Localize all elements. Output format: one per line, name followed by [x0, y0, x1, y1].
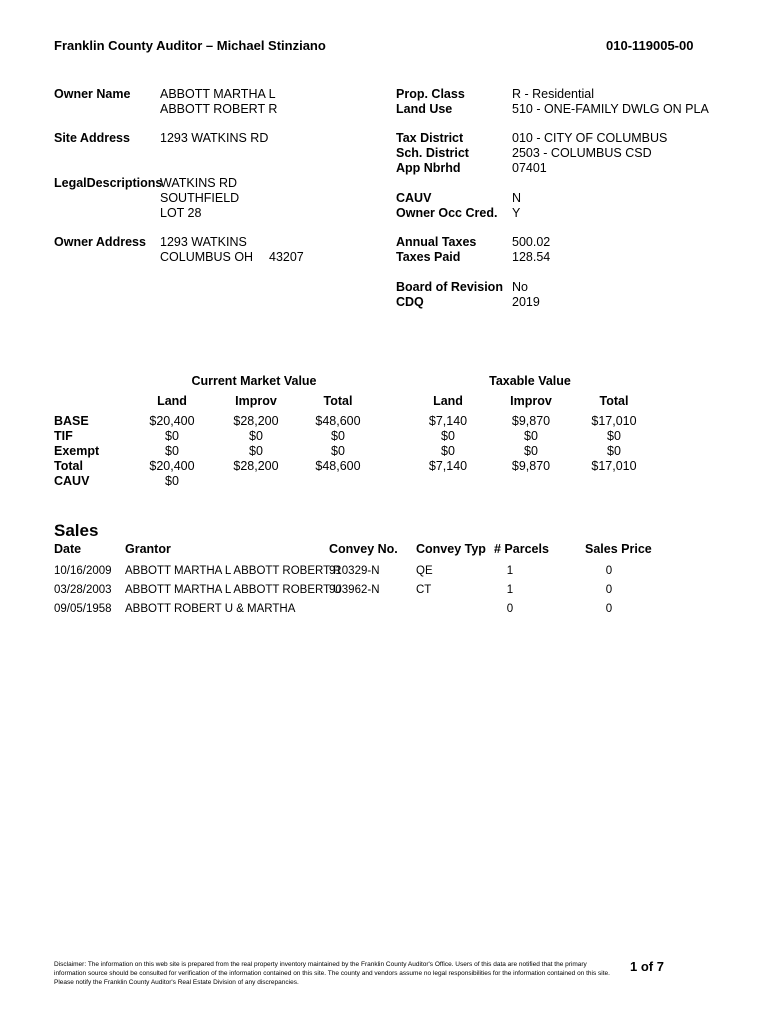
sales-title: Sales [54, 521, 99, 540]
taxable-land-column [416, 414, 480, 474]
cauv-label: CAUV [396, 191, 432, 205]
current-land-column [140, 414, 204, 489]
legal-line: LOT 28 [160, 206, 202, 220]
legal-label: LegalDescriptions [54, 176, 163, 190]
value-cell: $17,010 [591, 414, 637, 428]
sales-header-convey-no: Convey No. [329, 542, 398, 556]
value-cell: $0 [249, 429, 263, 443]
col-improv-header: Improv [235, 394, 277, 408]
value-row-labels [54, 414, 99, 489]
value-cell: $0 [165, 444, 179, 458]
cauv-value: N [512, 191, 522, 205]
sale-convey-typ: CT [416, 584, 432, 596]
current-market-value-title: Current Market Value [191, 374, 317, 388]
site-address-label: Site Address [54, 131, 130, 145]
land-use-label: Land Use [396, 102, 453, 116]
value-cell: $0 [331, 444, 345, 458]
sale-convey-no: 910329-N [329, 565, 380, 577]
col-total-header: Total [599, 394, 629, 408]
value-cell: $9,870 [511, 414, 551, 428]
owner-address-line: COLUMBUS OH [160, 250, 254, 264]
col-land-header: Land [157, 394, 187, 408]
value-cell: $0 [165, 429, 179, 443]
sale-grantor: ABBOTT MARTHA L ABBOTT ROBERT R [125, 565, 342, 577]
bor-labels [396, 280, 503, 310]
disclaimer: Disclaimer: The information on this web site is prepared from the real property inventory maintained by the Franklin County Auditor's Office. Users of this data are notified that the primary information source should be consulted for verification of the information contained on this site. The county and vendors assume no legal responsibilities for the information contained on this site. Please notify the Franklin County Auditor's Real Estate Division of any discrepancies. [54, 961, 610, 986]
annual-taxes-label: Annual Taxes [396, 235, 477, 249]
col-improv-header: Improv [510, 394, 552, 408]
col-land-header: Land [433, 394, 463, 408]
value-cell: $20,400 [149, 414, 195, 428]
sch-district: 2503 - COLUMBUS CSD [512, 146, 652, 160]
value-cell: $48,600 [315, 414, 361, 428]
value-cell: $28,200 [233, 414, 279, 428]
district-labels [396, 131, 469, 176]
owner-address-line: 1293 WATKINS [160, 235, 247, 249]
value-cell: $0 [331, 429, 345, 443]
district-values [512, 131, 667, 176]
value-cell: $0 [607, 429, 621, 443]
land-use: 510 - ONE-FAMILY DWLG ON PLA [512, 102, 709, 116]
value-cell: $0 [607, 444, 621, 458]
prop-class: R - Residential [512, 87, 594, 101]
prop-class-label: Prop. Class [396, 87, 465, 101]
sale-price: 0 [605, 584, 613, 596]
sale-parcels: 0 [506, 603, 514, 615]
legal-line: WATKINS RD [160, 176, 238, 190]
taxes-paid: 128.54 [512, 250, 551, 264]
owner-address-label: Owner Address [54, 235, 146, 249]
sale-price: 0 [605, 603, 613, 615]
sales-header-price: Sales Price [585, 542, 652, 556]
sale-date: 03/28/2003 [54, 584, 112, 596]
cauv-labels [396, 191, 497, 221]
value-cell: $0 [441, 444, 455, 458]
value-cell: $0 [249, 444, 263, 458]
owner-zip: 43207 [269, 250, 304, 264]
report-title: Franklin County Auditor – Michael Stinziano [54, 38, 326, 53]
sales-header-convey-typ: Convey Typ [416, 542, 486, 556]
taxes-paid-label: Taxes Paid [396, 250, 461, 264]
value-cell: $17,010 [591, 459, 637, 473]
tax-labels [396, 235, 476, 265]
value-cell: $48,600 [315, 459, 361, 473]
value-cell: $28,200 [233, 459, 279, 473]
value-cell: $0 [441, 429, 455, 443]
parcel-id: 010-119005-00 [606, 38, 694, 53]
sale-convey-typ: QE [416, 565, 433, 577]
row-label-cauv: CAUV [54, 474, 90, 488]
owner-name [160, 87, 277, 117]
legal-line: SOUTHFIELD [160, 191, 240, 205]
owner-name-line: ABBOTT ROBERT R [160, 102, 278, 116]
sale-price: 0 [605, 565, 613, 577]
tax-district-label: Tax District [396, 131, 464, 145]
sales-header-date: Date [54, 542, 82, 556]
cdq-label: CDQ [396, 295, 424, 309]
app-nbrhd: 07401 [512, 161, 547, 175]
value-cell: $7,140 [428, 414, 468, 428]
app-nbrhd-label: App Nbrhd [396, 161, 461, 175]
sch-district-label: Sch. District [396, 146, 469, 160]
owner-name-line: ABBOTT MARTHA L [160, 87, 276, 101]
sales-header-parcels: # Parcels [494, 542, 549, 556]
sales-header-grantor: Grantor [125, 542, 171, 556]
row-label-total: Total [54, 459, 83, 473]
row-label-tif: TIF [54, 429, 73, 443]
taxable-value-title: Taxable Value [489, 374, 571, 388]
current-total-column [306, 414, 370, 474]
site-address: 1293 WATKINS RD [160, 131, 269, 145]
value-cell: $0 [165, 474, 179, 488]
value-cell: $9,870 [511, 459, 551, 473]
col-total-header: Total [323, 394, 353, 408]
owner-address [160, 235, 253, 265]
cdq-value: 2019 [512, 295, 540, 309]
sale-date: 10/16/2009 [54, 565, 112, 577]
sale-parcels: 1 [506, 565, 514, 577]
page-number: 1 of 7 [630, 959, 664, 974]
row-label-exempt: Exempt [54, 444, 100, 458]
annual-taxes: 500.02 [512, 235, 551, 249]
legal-description [160, 176, 239, 221]
value-cell: $0 [524, 429, 538, 443]
bor-value: No [512, 280, 528, 294]
sale-date: 09/05/1958 [54, 603, 112, 615]
owner-name-label: Owner Name [54, 87, 131, 101]
sale-convey-no: 903962-N [329, 584, 380, 596]
taxable-improv-column [499, 414, 563, 474]
value-cell: $0 [524, 444, 538, 458]
owner-occ-label: Owner Occ Cred. [396, 206, 498, 220]
value-cell: $20,400 [149, 459, 195, 473]
row-label-base: BASE [54, 414, 89, 428]
current-improv-column [224, 414, 288, 474]
property-values [512, 87, 709, 117]
value-cell: $7,140 [428, 459, 468, 473]
sale-grantor: ABBOTT ROBERT U & MARTHA [125, 603, 296, 615]
bor-values [512, 280, 540, 310]
tax-district: 010 - CITY OF COLUMBUS [512, 131, 668, 145]
sale-parcels: 1 [506, 584, 514, 596]
tax-values [512, 235, 550, 265]
taxable-total-column [582, 414, 646, 474]
cauv-values [512, 191, 521, 221]
property-labels [396, 87, 465, 117]
bor-label: Board of Revision [396, 280, 503, 294]
sale-grantor: ABBOTT MARTHA L ABBOTT ROBERT U [125, 584, 342, 596]
owner-occ-value: Y [512, 206, 521, 220]
